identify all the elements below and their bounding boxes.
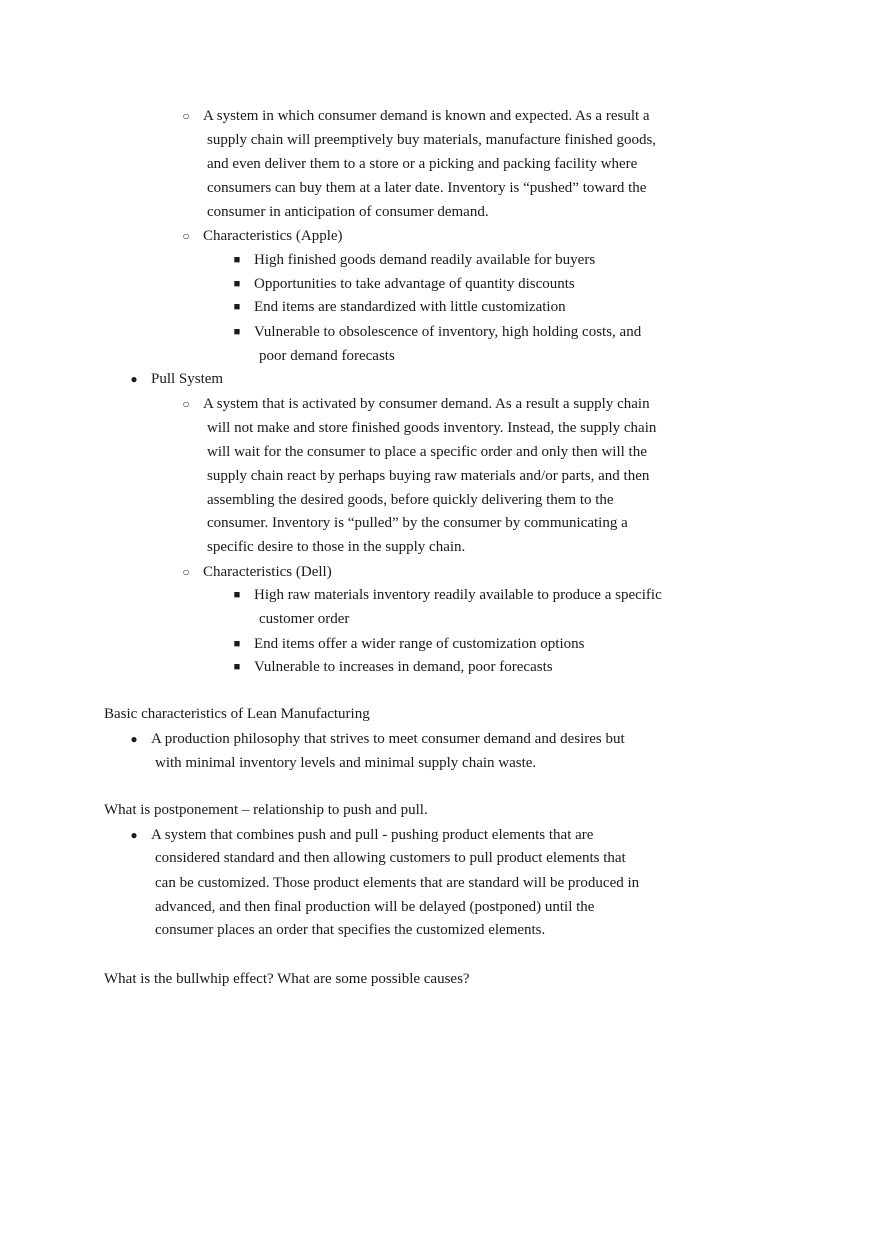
push-definition-line: A system in which consumer demand is known and expected. As a result a <box>203 108 650 124</box>
push-characteristic-item: Vulnerable to obsolescence of inventory, high holding costs, and <box>254 324 642 340</box>
postponement-answer-line: can be customized. Those product elements that are standard will be produced in <box>155 875 640 891</box>
pull-heading: Pull System <box>151 371 224 387</box>
pull-definition-line: assembling the desired goods, before quickly delivering them to the <box>207 492 614 508</box>
circle-bullet-icon: ○ <box>182 229 190 243</box>
pull-characteristic-item-continued: customer order <box>259 611 350 627</box>
push-definition-line: and even deliver them to a store or a picking and packing facility where <box>207 156 638 172</box>
postponement-answer-line: considered standard and then allowing customers to pull product elements that <box>155 850 626 866</box>
push-characteristic-item: End items are standardized with little customization <box>254 299 566 315</box>
postponement-question: What is postponement – relationship to push and pull. <box>104 802 428 818</box>
disc-bullet-icon: ● <box>130 828 138 842</box>
lean-answer-line: A production philosophy that strives to meet consumer demand and desires but <box>151 731 625 747</box>
square-bullet-icon: ■ <box>233 301 241 313</box>
bullwhip-question: What is the bullwhip effect? What are some possible causes? <box>104 971 470 987</box>
postponement-answer-line: A system that combines push and pull - pushing product elements that are <box>151 827 594 843</box>
push-characteristic-item: Opportunities to take advantage of quantity discounts <box>254 276 575 292</box>
push-characteristic-item-continued: poor demand forecasts <box>259 348 395 364</box>
push-characteristics-label: Characteristics (Apple) <box>203 228 343 244</box>
circle-bullet-icon: ○ <box>182 565 190 579</box>
pull-characteristic-item: End items offer a wider range of customization options <box>254 636 585 652</box>
square-bullet-icon: ■ <box>233 661 241 673</box>
pull-definition-line: supply chain react by perhaps buying raw materials and/or parts, and then <box>207 468 650 484</box>
push-definition-line: supply chain will preemptively buy materials, manufacture finished goods, <box>207 132 657 148</box>
circle-bullet-icon: ○ <box>182 397 190 411</box>
pull-definition-line: consumer. Inventory is “pulled” by the consumer by communicating a <box>207 515 628 531</box>
pull-definition-line: A system that is activated by consumer demand. As a result a supply chain <box>203 396 650 412</box>
postponement-answer-line: advanced, and then final production will be delayed (postponed) until the <box>155 899 595 915</box>
pull-definition-line: specific desire to those in the supply chain. <box>207 539 466 555</box>
square-bullet-icon: ■ <box>233 326 241 338</box>
postponement-answer-line: consumer places an order that specifies the customized elements. <box>155 922 546 938</box>
pull-characteristic-item: Vulnerable to increases in demand, poor forecasts <box>254 659 553 675</box>
pull-definition-line: will wait for the consumer to place a specific order and only then will the <box>207 444 647 460</box>
lean-answer-line: with minimal inventory levels and minimal supply chain waste. <box>155 755 537 771</box>
square-bullet-icon: ■ <box>233 254 241 266</box>
disc-bullet-icon: ● <box>130 732 138 746</box>
pull-definition-line: will not make and store finished goods inventory. Instead, the supply chain <box>207 420 657 436</box>
disc-bullet-icon: ● <box>130 372 138 386</box>
push-definition-line: consumers can buy them at a later date. Inventory is “pushed” toward the <box>207 180 647 196</box>
square-bullet-icon: ■ <box>233 638 241 650</box>
lean-question: Basic characteristics of Lean Manufacturing <box>104 706 370 722</box>
push-characteristic-item: High finished goods demand readily available for buyers <box>254 252 596 268</box>
square-bullet-icon: ■ <box>233 589 241 601</box>
push-definition-line: consumer in anticipation of consumer demand. <box>207 204 489 220</box>
circle-bullet-icon: ○ <box>182 109 190 123</box>
pull-characteristics-label: Characteristics (Dell) <box>203 564 332 580</box>
square-bullet-icon: ■ <box>233 278 241 290</box>
pull-characteristic-item: High raw materials inventory readily available to produce a specific <box>254 587 662 603</box>
